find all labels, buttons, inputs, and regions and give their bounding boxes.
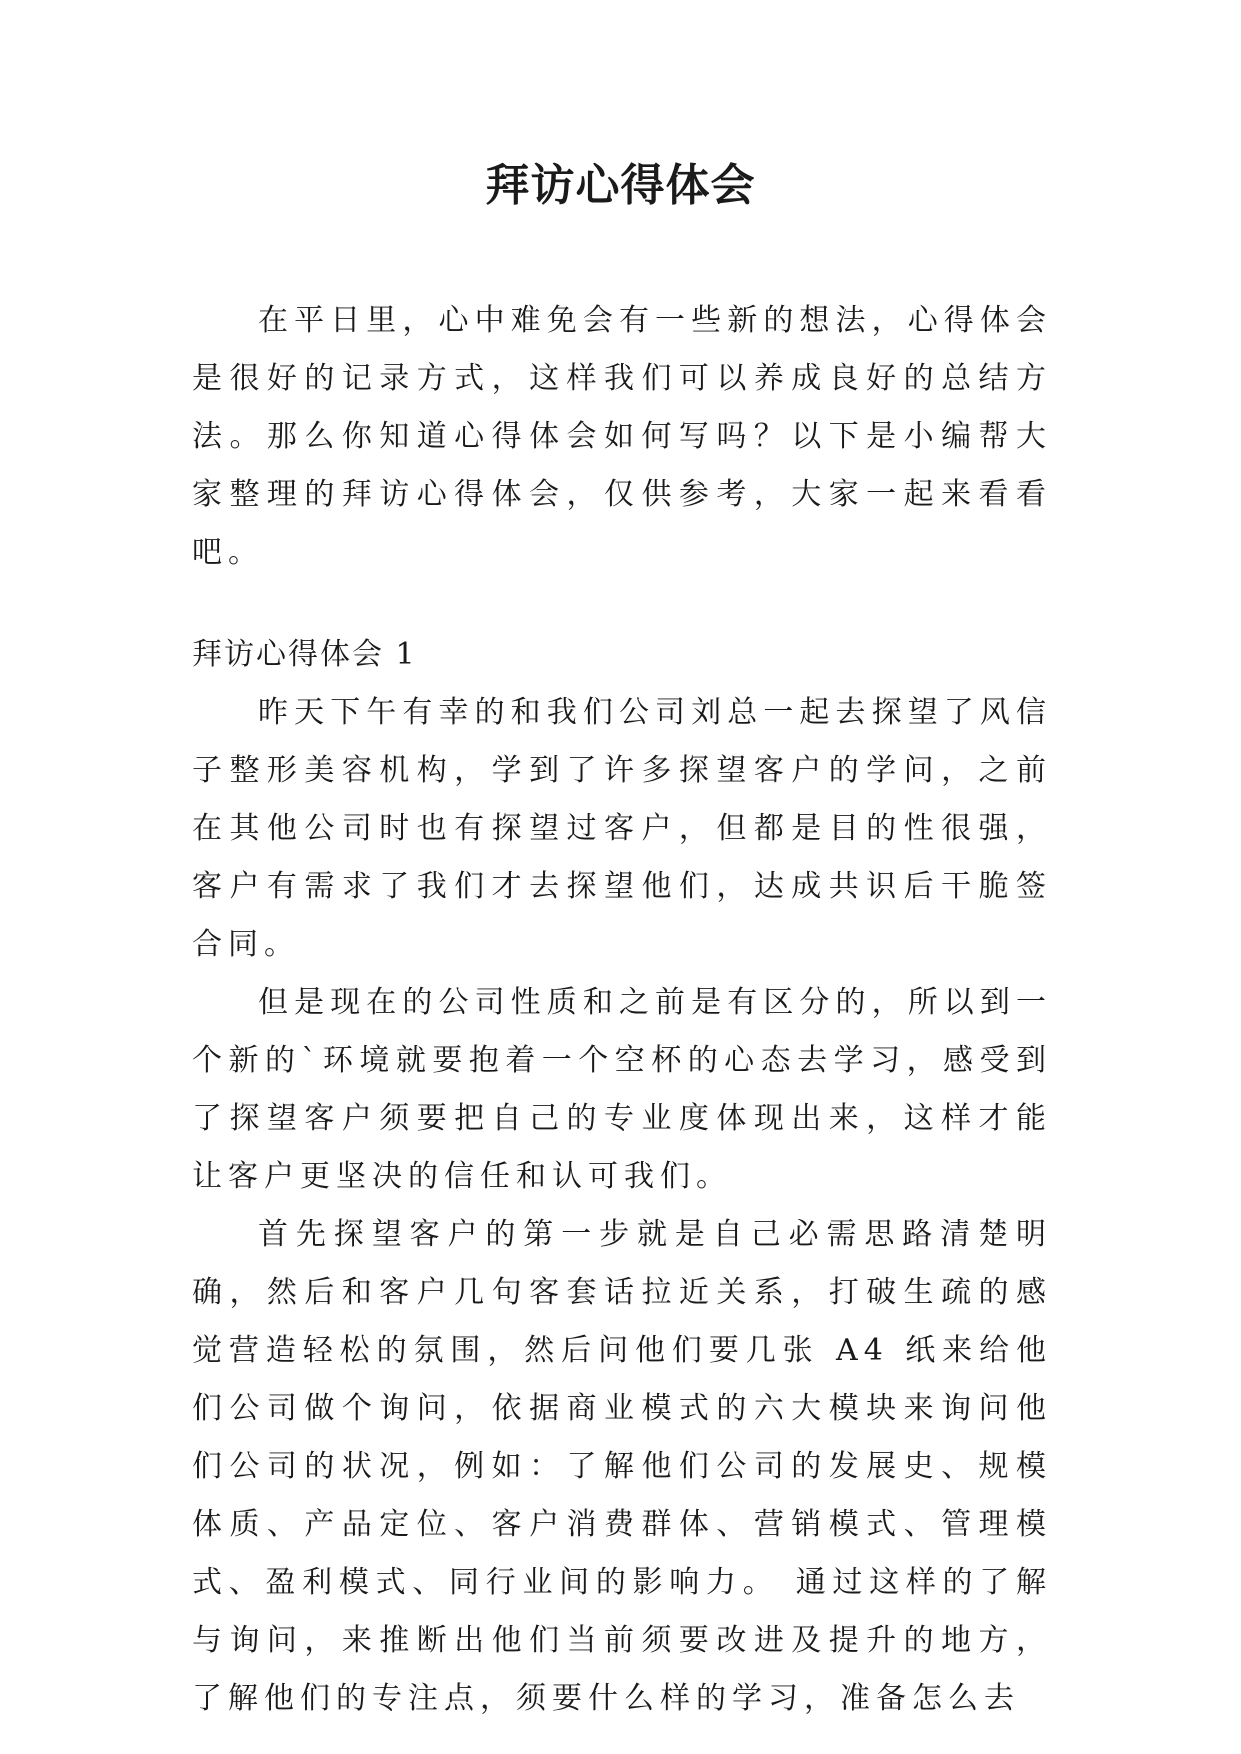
body-paragraph-2: 但是现在的公司性质和之前是有区分的，所以到一个新的`环境就要抱着一个空杯的心态去学习，感受到了探望客户须要把自己的专业度体现出来，这样才能让客户更坚决的信任和认可我们。	[192, 985, 1052, 1194]
body-paragraph-3: 首先探望客户的第一步就是自己必需思路清楚明确，然后和客户几句客套话拉近关系，打破生疏的感觉营造轻松的氛围，然后问他们要几张 A4 纸来给他们公司做个询问，依据商业模式的六大模块来询问他们公司的状况，例如：了解他们公司的发展史、规模体质、产品定位、客户消费群体、营销模式、管理模式、盈利模式、同行业间的影响力。 通过这样的了解与询问，来推断出他们当前须要改进及提升的地方，了解他们的专注点，须要什么样的学习，准备怎么去	[192, 1217, 1052, 1716]
section-heading: 拜访心得体会 1	[192, 637, 417, 672]
document-body	[192, 292, 1052, 1728]
intro-paragraph: 在平日里，心中难免会有一些新的想法，心得体会是很好的记录方式，这样我们可以养成良好的总结方法。那么你知道心得体会如何写吗？以下是小编帮大家整理的拜访心得体会，仅供参考，大家一起来看看吧。	[192, 303, 1052, 570]
document-title: 拜访心得体会	[485, 160, 756, 211]
body-paragraph-1: 昨天下午有幸的和我们公司刘总一起去探望了风信子整形美容机构，学到了许多探望客户的学问，之前在其他公司时也有探望过客户，但都是目的性很强，客户有需求了我们才去探望他们，达成共识后干脆签合同。	[192, 695, 1052, 962]
